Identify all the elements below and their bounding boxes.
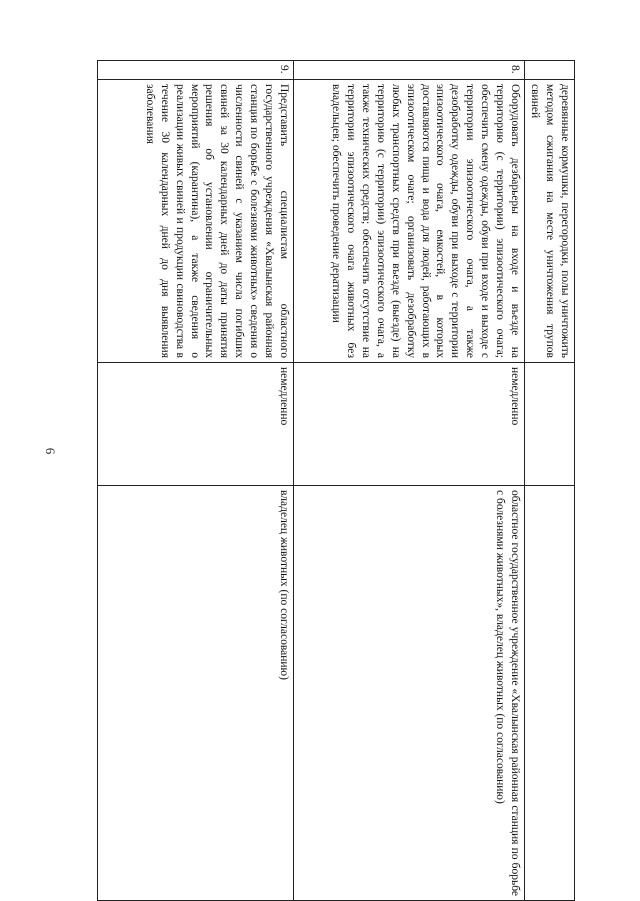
row-number: 9. (98, 61, 294, 80)
row-number (525, 61, 575, 80)
term-cell (525, 363, 575, 486)
responsible-cell: владелец животных (по согласованию) (98, 486, 294, 901)
term-cell: немедленно (98, 363, 294, 486)
responsible-cell: областное государственное учреждение «Хвалынская районная станция по борьбе с болезнями животных», владелец животных (по согласованию) (294, 486, 525, 901)
table-row (294, 61, 525, 901)
action-cell: Представить специалистам областного государственного учреждения «Хвалынская районная станция по борьбе с болезнями животных» сведения о численности свиней с указанием числа погибших свиней за 30 календарных дней до даты принятия решения об установлении ограничительных мероприятий (карантина), а также сведения о реализации живых свиней и продукции свиноводства в течение 30 календарных дней до дня выявления заболевания (98, 80, 294, 363)
responsible-cell (525, 486, 575, 901)
action-cell: деревянные кормушки, перегородки, полы уничтожить методом сжигания на месте уничтожения трупов свиней (525, 80, 575, 363)
term-cell: немедленно (294, 363, 525, 486)
page-number: 6 (43, 447, 58, 455)
rotated-table-wrapper (100, 60, 575, 900)
table-row (98, 61, 294, 901)
action-cell: Оборудовать дезбарьеры на входе и въезде на территорию (с территории) эпизоотического очага; обеспечить смену одежды, обуви при входе и выходе с территории эпизоотического очага, а также дезобработку одежды, обуви при выходе с территории эпизоотического очага, емкостей, в которых доставляются пища и вода для людей, работающих в эпизоотическом очаге; организовать дезобработку любых транспортных средств при въезде (выезде) на территорию (с территории) эпизоотического очага, а также технических средств; обеспечить отсутствие на территории эпизоотического очага животных без владельцев; обеспечить проведение дератизации (294, 80, 525, 363)
measures-table (97, 60, 575, 901)
row-number: 8. (294, 61, 525, 80)
table-row (525, 61, 575, 901)
